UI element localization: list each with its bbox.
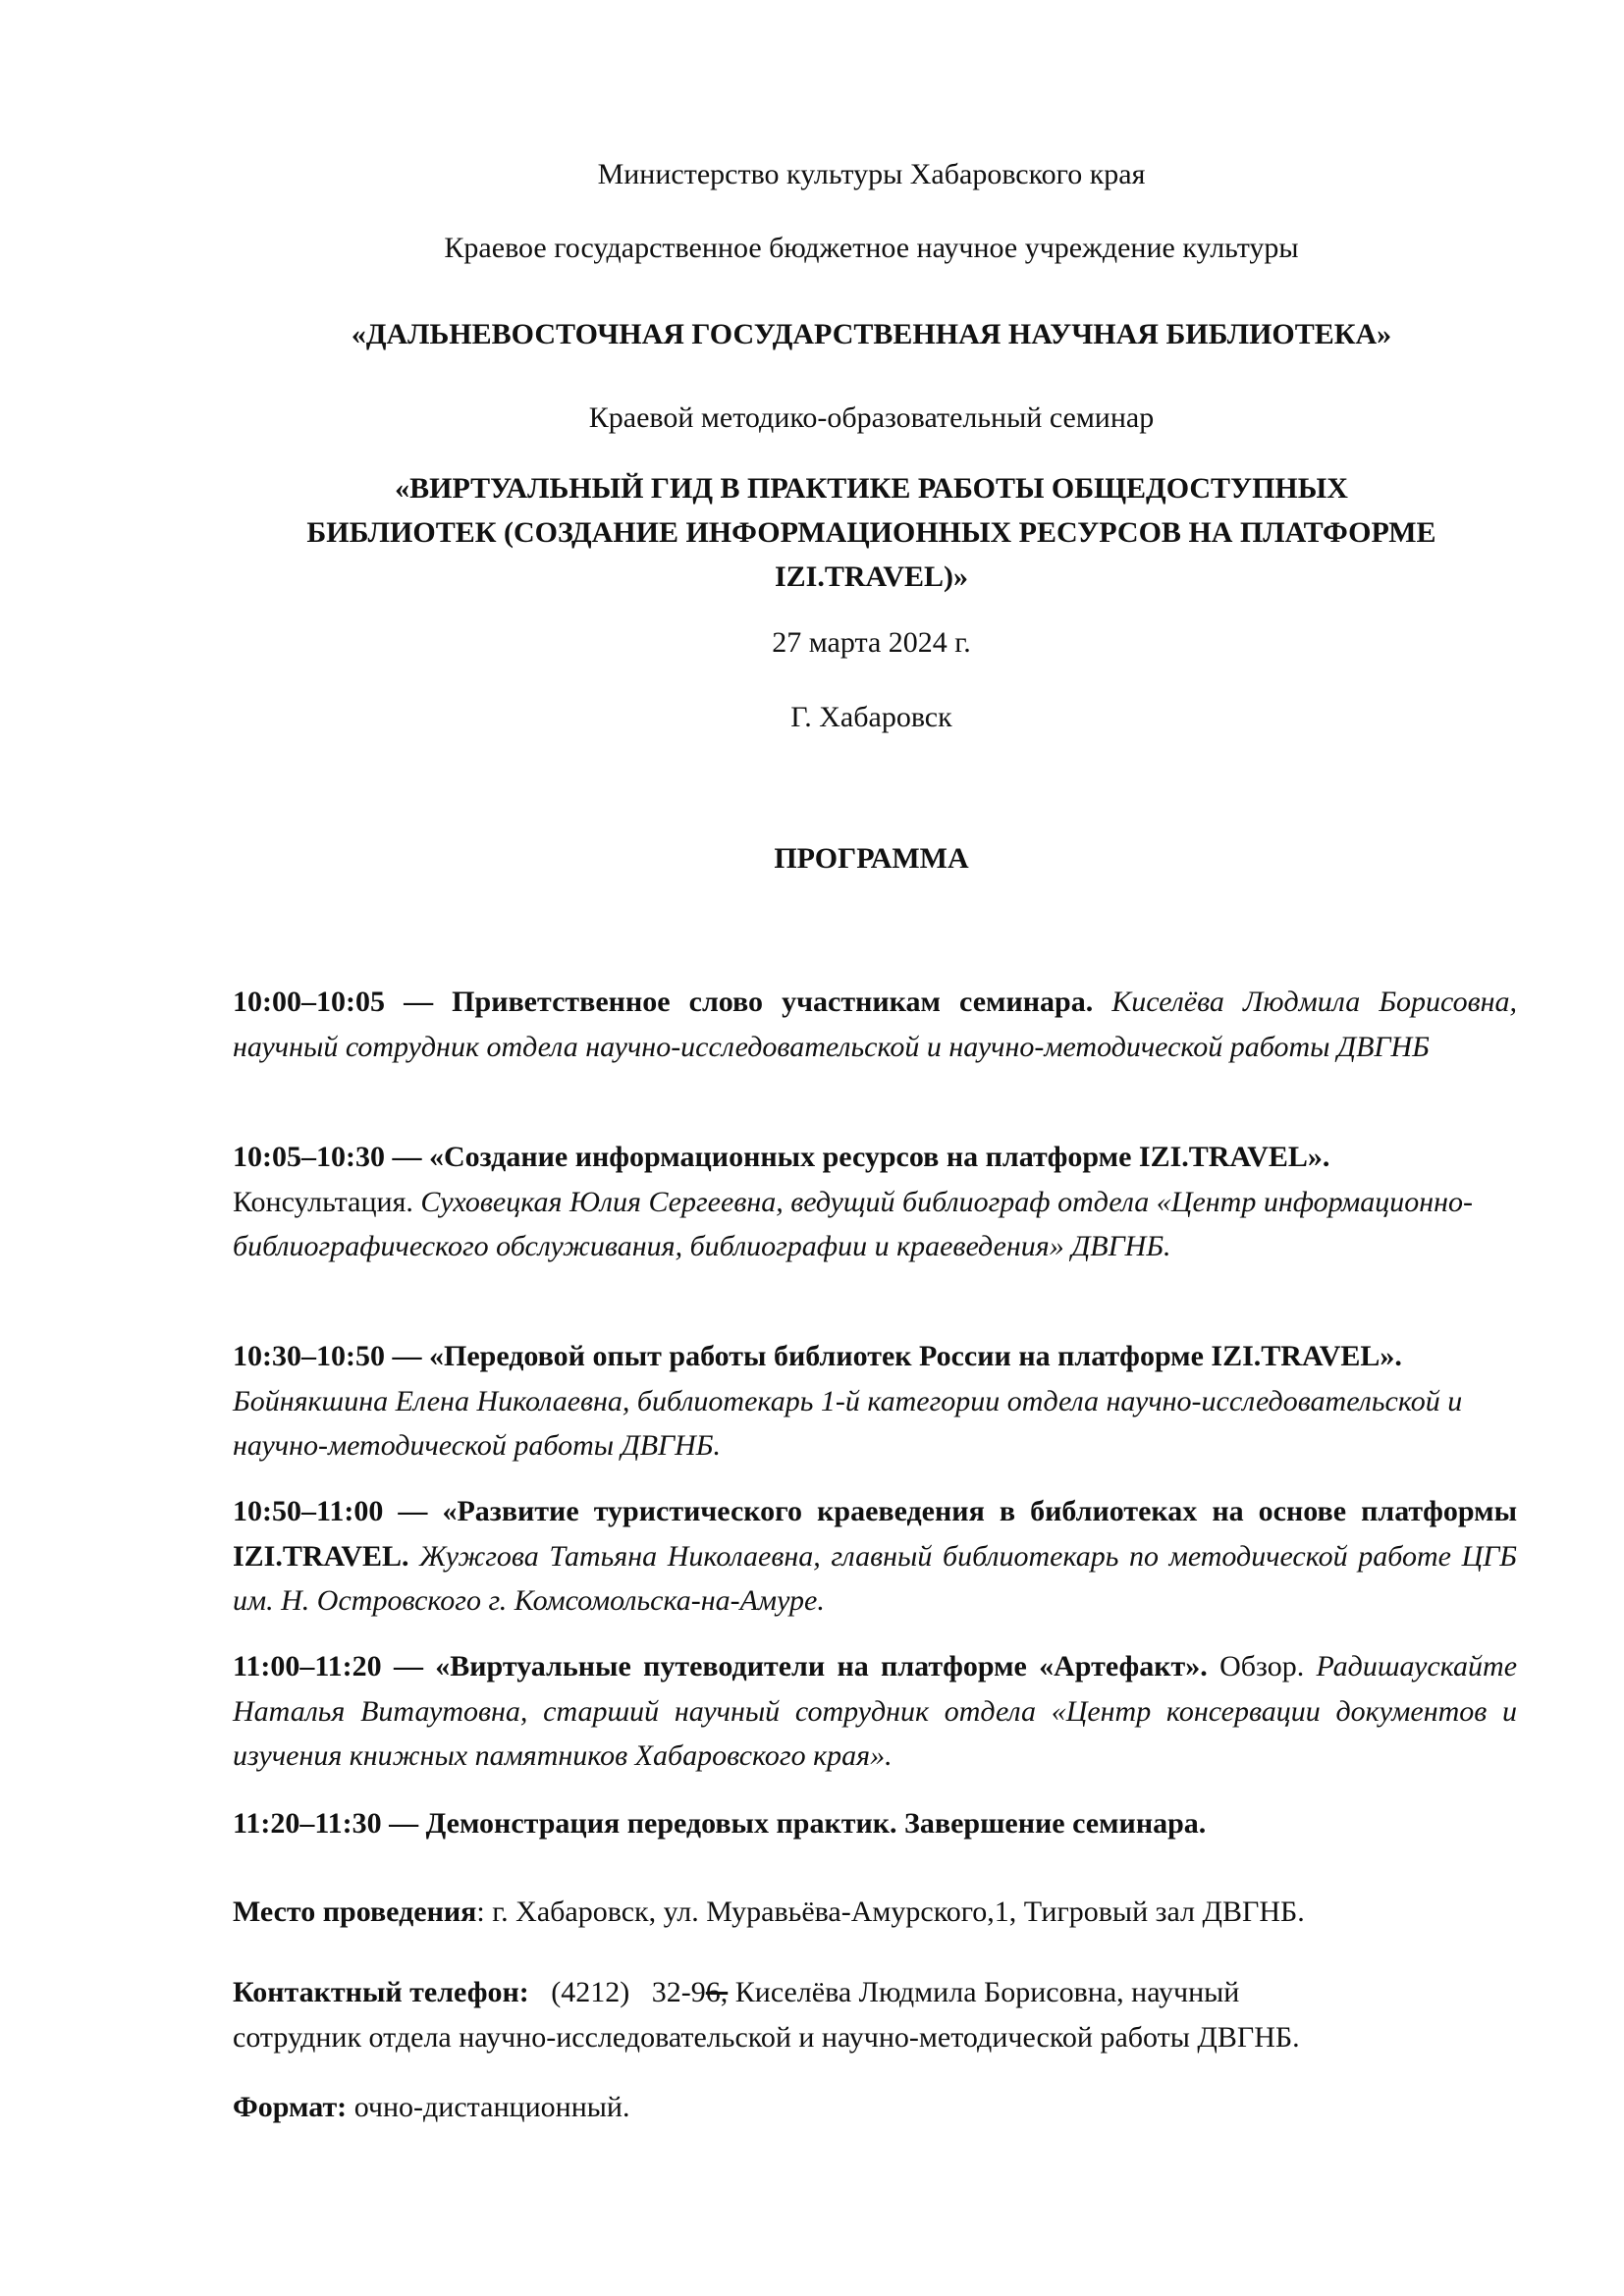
program-item-title: «Передовой опыт работы библиотек России на платформе IZI.TRAVEL». (428, 1340, 1402, 1372)
format-text: очно-дистанционный. (347, 2091, 630, 2123)
seminar-title-line-2: БИБЛИОТЕК (СОЗДАНИЕ ИНФОРМАЦИОННЫХ РЕСУРСОВ НА ПЛАТФОРМЕ (306, 516, 1436, 549)
contact-block (233, 1970, 1517, 2059)
program-item-dash: — (384, 986, 453, 1018)
contact-phone-struck: 6, (705, 1976, 729, 2008)
program-item-speaker: Радишаускайте Наталья Витаутовна, старший научный сотрудник отдела «Центр консервации документов и изучения книжных памятников Хабаровского края». (233, 1650, 1518, 1772)
seminar-title-line-3: IZI.TRAVEL)» (774, 561, 968, 593)
contact-line-1 (233, 1970, 1517, 2015)
program-item-title: «Развитие туристического краеведения в библиотеках на основе платформы IZI.TRAVEL. (233, 1495, 1518, 1573)
program-item-dash: — (384, 1340, 429, 1372)
program-item-time: 10:05–10:30 (233, 1141, 385, 1173)
program-item (233, 1135, 1517, 1269)
program-item-speaker: Киселёва Людмила Борисовна, научный сотрудник отдела научно-исследовательской и научно-методической работы ДВГНБ (233, 986, 1517, 1063)
program-item-dash: — (384, 1141, 429, 1173)
seminar-date: 27 марта 2024 г. (772, 626, 971, 659)
program-item (233, 1489, 1517, 1624)
format-line (233, 2085, 1517, 2130)
program-item-dash: — (381, 1650, 436, 1682)
seminar-title-line-1: «ВИРТУАЛЬНЫЙ ГИД В ПРАКТИКЕ РАБОТЫ ОБЩЕДОСТУПНЫХ (395, 472, 1348, 505)
venue-text: : г. Хабаровск, ул. Муравьёва-Амурского,1, Тигровый зал ДВГНБ. (476, 1896, 1305, 1928)
institution-line: Краевое государственное бюджетное научное учреждение культуры (444, 232, 1299, 264)
program-item-title: «Виртуальные путеводители на платформе «Артефакт». (435, 1650, 1208, 1682)
contact-phone: (4212) 32-9 (528, 1976, 706, 2008)
seminar-type: Краевой методико-образовательный семинар (588, 401, 1155, 434)
seminar-title (196, 466, 1546, 599)
program-item-time: 10:00–10:05 (233, 986, 385, 1018)
library-name: «ДАЛЬНЕВОСТОЧНАЯ ГОСУДАРСТВЕННАЯ НАУЧНАЯ БИБЛИОТЕКА» (351, 318, 1392, 350)
program-item-note: Консультация. (233, 1185, 413, 1218)
program-item (233, 1644, 1517, 1779)
program-item-title: Приветственное слово участникам семинара. (452, 986, 1094, 1018)
program-item-time: 11:20–11:30 (233, 1807, 382, 1840)
program-item-dash: — (381, 1807, 426, 1840)
program-item-dash: — (383, 1495, 443, 1527)
program-item-speaker: Суховецкая Юлия Сергеевна, ведущий библиограф отдела «Центр информационно-библиографического обслуживания, библиографии и краеведения» ДВГНБ. (233, 1185, 1474, 1262)
program-item-speaker: Бойнякшина Елена Николаевна, библиотекарь 1-й категории отдела научно-исследовательской и научно-методической работы ДВГНБ. (233, 1384, 1463, 1462)
program-heading: ПРОГРАММА (774, 842, 969, 875)
ministry-line: Министерство культуры Хабаровского края (597, 158, 1146, 190)
program-item (233, 980, 1517, 1069)
venue-line (233, 1890, 1517, 1935)
program-item-time: 10:30–10:50 (233, 1340, 385, 1372)
program-item-title: Демонстрация передовых практик. Завершение семинара. (425, 1807, 1207, 1840)
venue-label: Место проведения (233, 1896, 477, 1928)
format-label: Формат: (233, 2091, 348, 2123)
contact-person: Киселёва Людмила Борисовна, научный (728, 1976, 1240, 2008)
seminar-city: Г. Хабаровск (790, 701, 952, 733)
program-item-time: 11:00–11:20 (233, 1650, 382, 1682)
program-item-speaker: Жужгова Татьяна Николаевна, главный библиотекарь по методической работе ЦГБ им. Н. Островского г. Комсомольска-на-Амуре. (233, 1539, 1517, 1617)
contact-label: Контактный телефон: (233, 1976, 529, 2008)
program-item-title: «Создание информационных ресурсов на платформе IZI.TRAVEL». (428, 1141, 1330, 1173)
program-item-note: Обзор. (1207, 1650, 1305, 1682)
contact-line-2: сотрудник отдела научно-исследовательской и научно-методической работы ДВГНБ. (233, 2020, 1300, 2054)
program-item (233, 1801, 1517, 1846)
program-item (233, 1334, 1517, 1468)
program-item-time: 10:50–11:00 (233, 1495, 384, 1527)
